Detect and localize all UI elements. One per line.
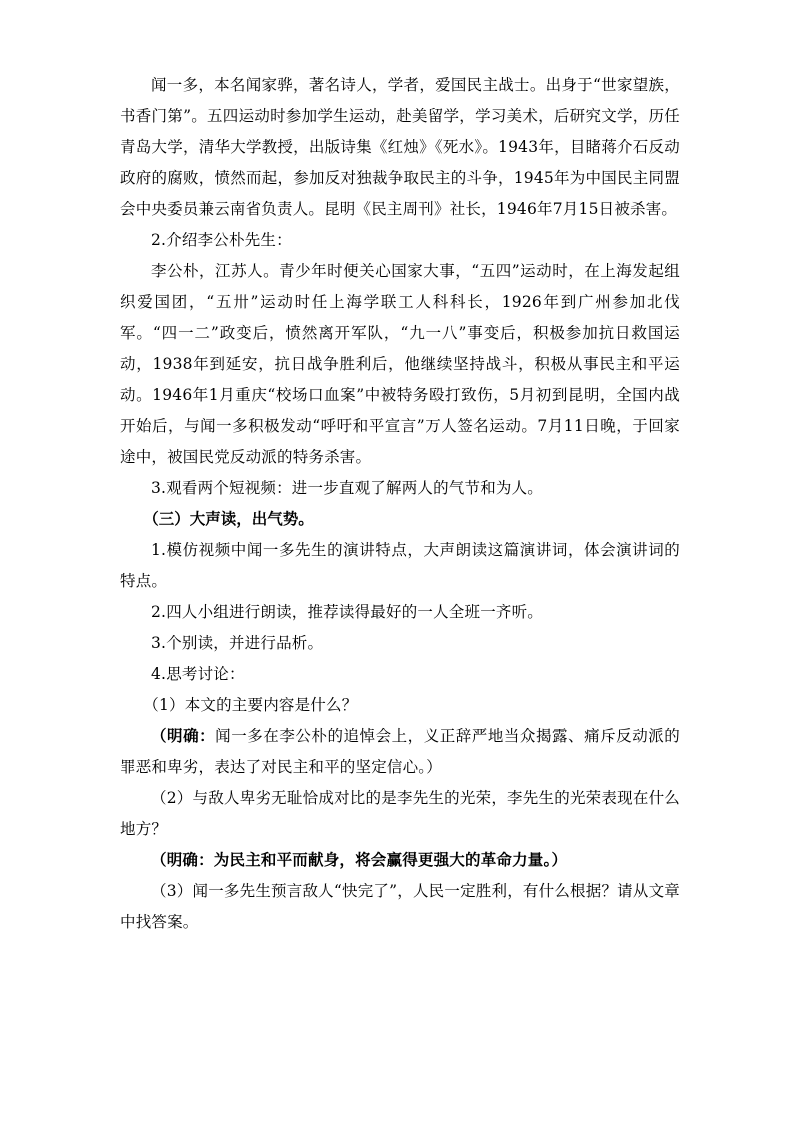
- reading-step-3: 3.个别读，并进行品析。: [151, 634, 324, 652]
- section-heading-read-aloud: （三）大声读，出气势。: [143, 510, 314, 528]
- question-1: （1）本文的主要内容是什么？: [143, 696, 358, 714]
- li-gongpu-heading: 2.介绍李公朴先生：: [151, 231, 292, 249]
- answer-1-label: （明确：: [151, 727, 216, 745]
- answer-1-text: 闻一多在李公朴的追悼会上，义正辞严地当众揭露、痛斥反动派的罪恶和卑劣，表达了对民主和平的坚定信心。）: [120, 727, 680, 776]
- wen-yiduo-intro: 闻一多，本名闻家骅，著名诗人，学者，爱国民主战士。出身于“世家望族，书香门第”。五四运动时参加学生运动，赴美留学，学习美术，后研究文学，历任青岛大学，清华大学教授，出版诗集《红烛》《死水》。1943年，目睹蒋介石反动政府的腐败，愤然而起，参加反对独裁争取民主的斗争，1945年为中国民主同盟会中央委员兼云南省负责人。昆明《民主周刊》社长，1946年7月15日被杀害。: [120, 76, 680, 218]
- reading-step-4: 4.思考讨论：: [151, 665, 245, 683]
- answer-1: [120, 721, 680, 783]
- document-body: [120, 70, 680, 938]
- question-3: （3）闻一多先生预言敌人“快完了”，人民一定胜利，有什么根据？请从文章中找答案。: [120, 882, 680, 931]
- answer-2: （明确：为民主和平而献身，将会赢得更强大的革命力量。）: [151, 851, 568, 869]
- question-2: （2）与敌人卑劣无耻恰成对比的是李先生的光荣，李先生的光荣表现在什么地方？: [120, 789, 680, 838]
- video-instruction: 3.观看两个短视频：进一步直观了解两人的气节和为人。: [151, 479, 543, 497]
- reading-step-2: 2.四人小组进行朗读，推荐读得最好的一人全班一齐听。: [151, 603, 543, 621]
- li-gongpu-intro: 李公朴，江苏人。青少年时便关心国家大事，“五四”运动时，在上海发起组织爱国团，“五卅”运动时任上海学联工人科科长，1926年到广州参加北伐军。“四一二”政变后，愤然离开军队，“九一八”事变后，积极参加抗日救国运动，1938年到延安，抗日战争胜利后，他继续坚持战斗，积极从事民主和平运动。1946年1月重庆“校场口血案”中被特务殴打致伤，5月初到昆明，全国内战开始后，与闻一多积极发动“呼吁和平宣言”万人签名运动。7月11日晚，于回家途中，被国民党反动派的特务杀害。: [120, 262, 680, 466]
- reading-step-1: 1.模仿视频中闻一多先生的演讲特点，大声朗读这篇演讲词，体会演讲词的特点。: [120, 541, 680, 590]
